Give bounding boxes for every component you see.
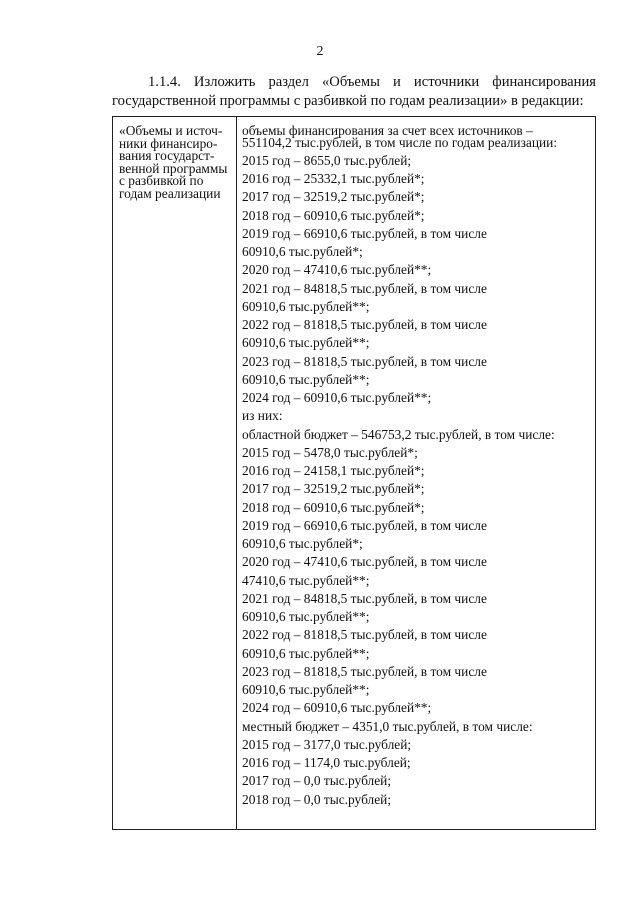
section-title-line: с разбивкой по	[119, 173, 204, 189]
financing-line: 60910,6 тыс.рублей**;	[242, 645, 370, 661]
financing-line: 60910,6 тыс.рублей**;	[242, 371, 370, 387]
financing-line: 2021 год – 84818,5 тыс.рублей, в том числе	[242, 590, 487, 606]
financing-line: 2015 год – 3177,0 тыс.рублей;	[242, 736, 412, 752]
financing-line: 2016 год – 25332,1 тыс.рублей*;	[242, 171, 425, 187]
financing-line: 2019 год – 66910,6 тыс.рублей, в том числе	[242, 225, 487, 241]
financing-line: 2022 год – 81818,5 тыс.рублей, в том числе	[242, 627, 487, 643]
financing-line: местный бюджет – 4351,0 тыс.рублей, в том числе:	[242, 718, 533, 734]
financing-line: 2022 год – 81818,5 тыс.рублей, в том числе	[242, 317, 487, 333]
financing-line: 2017 год – 0,0 тыс.рублей;	[242, 773, 392, 789]
financing-table	[112, 116, 596, 830]
financing-line: 2023 год – 81818,5 тыс.рублей, в том числе	[242, 663, 487, 679]
financing-line: 60910,6 тыс.рублей**;	[242, 298, 370, 314]
section-title-line: ники финансиро-	[119, 135, 218, 151]
financing-lines	[242, 152, 592, 809]
financing-total-line: 551104,2 тыс.рублей, в том числе по годам реализации:	[242, 135, 558, 151]
financing-line: 2024 год – 60910,6 тыс.рублей**;	[242, 700, 432, 716]
financing-line: 60910,6 тыс.рублей**;	[242, 682, 370, 698]
financing-line: 60910,6 тыс.рублей**;	[242, 609, 370, 625]
financing-line: 2020 год – 47410,6 тыс.рублей, в том числе	[242, 554, 487, 570]
financing-line: 2019 год – 66910,6 тыс.рублей, в том числе	[242, 517, 487, 533]
column-divider	[236, 117, 237, 829]
financing-line: 2018 год – 60910,6 тыс.рублей*;	[242, 207, 425, 223]
financing-line: 2017 год – 32519,2 тыс.рублей*;	[242, 481, 425, 497]
financing-line: 2024 год – 60910,6 тыс.рублей**;	[242, 390, 432, 406]
financing-line: 47410,6 тыс.рублей**;	[242, 572, 370, 588]
financing-line: 2016 год – 24158,1 тыс.рублей*;	[242, 463, 425, 479]
financing-line: областной бюджет – 546753,2 тыс.рублей, в том числе:	[242, 426, 555, 442]
financing-line: 2015 год – 8655,0 тыс.рублей;	[242, 152, 412, 168]
section-title-line: вания государст-	[119, 148, 215, 164]
financing-line: 2018 год – 60910,6 тыс.рублей*;	[242, 499, 425, 515]
financing-line: 2023 год – 81818,5 тыс.рублей, в том числе	[242, 353, 487, 369]
financing-line: 2020 год – 47410,6 тыс.рублей**;	[242, 262, 432, 278]
financing-line: из них:	[242, 408, 283, 424]
section-title-line: годам реализации	[119, 185, 221, 201]
financing-line: 2016 год – 1174,0 тыс.рублей;	[242, 755, 411, 771]
financing-total-line: объемы финансирования за счет всех источников –	[242, 123, 533, 138]
page-number: 2	[316, 44, 324, 59]
intro-paragraph: 1.1.4. Изложить раздел «Объемы и источники финансирования государственной программы с разбивкой по годам реализации» в редакции:	[112, 74, 596, 109]
financing-line: 60910,6 тыс.рублей*;	[242, 536, 363, 552]
financing-line: 2017 год – 32519,2 тыс.рублей*;	[242, 189, 425, 205]
financing-line: 60910,6 тыс.рублей**;	[242, 335, 370, 351]
section-title-line: «Объемы и источ-	[119, 123, 223, 138]
financing-line: 60910,6 тыс.рублей*;	[242, 244, 363, 260]
section-title-line: венной программы	[119, 160, 228, 176]
financing-line: 2015 год – 5478,0 тыс.рублей*;	[242, 444, 418, 460]
financing-line: 2018 год – 0,0 тыс.рублей;	[242, 791, 392, 807]
financing-details-cell	[242, 125, 592, 809]
section-title-cell	[119, 125, 232, 201]
financing-line: 2021 год – 84818,5 тыс.рублей, в том числе	[242, 280, 487, 296]
